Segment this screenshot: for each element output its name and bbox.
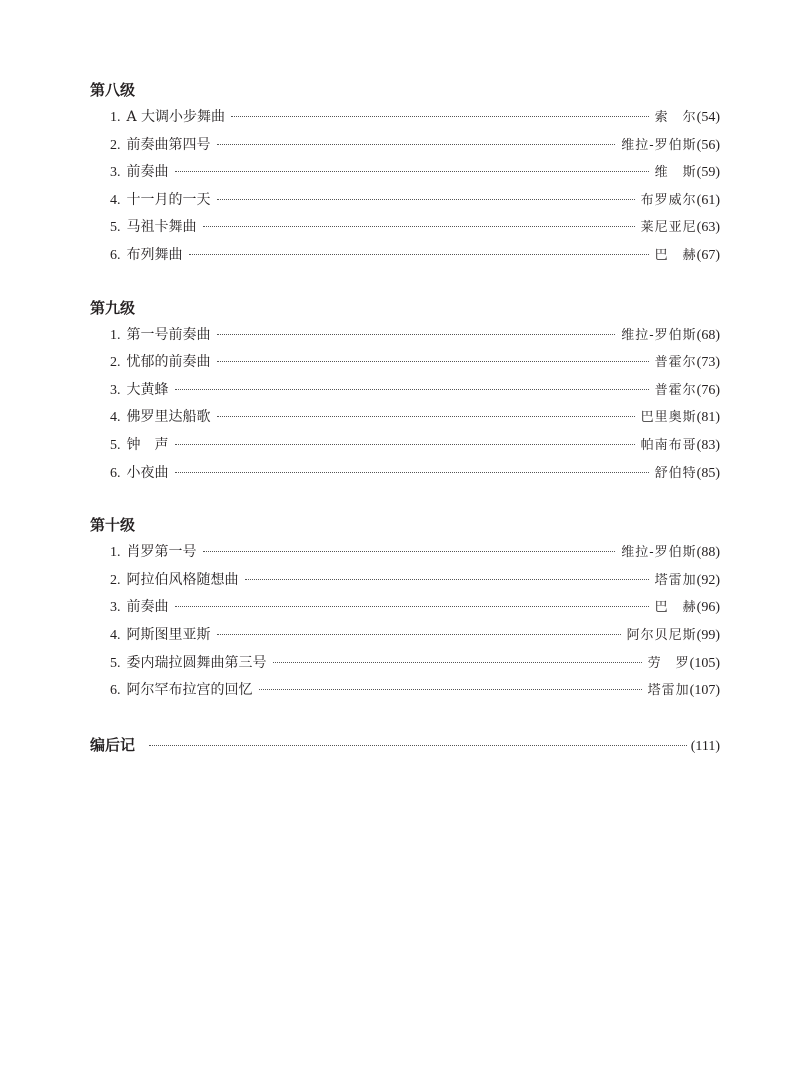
entry-title: 大黄蜂 [126,381,169,398]
dot-leader [175,169,649,172]
entry-number: 2. [110,137,121,153]
entry-page: (83) [696,437,720,453]
toc-entry-afterword[interactable] [90,731,720,759]
toc-entry[interactable] [90,104,720,132]
toc-entry[interactable] [90,159,720,187]
entry-number: 5. [110,655,121,671]
entry-page: (73) [696,355,720,371]
entry-title: 布列舞曲 [126,246,183,263]
entry-composer: 劳 罗 [647,655,690,671]
toc-entry[interactable] [90,214,720,242]
entry-title: 委内瑞拉圆舞曲第三号 [126,654,267,671]
entry-title: 马祖卡舞曲 [126,219,197,236]
entry-page: (56) [696,137,720,153]
dot-leader [175,604,649,607]
toc-entry[interactable] [90,242,720,270]
entry-number: 6. [110,465,121,481]
entry-title: 阿斯图里亚斯 [126,626,211,643]
dot-leader [175,470,649,473]
entry-composer: 维拉-罗伯斯 [621,327,697,343]
toc-entry[interactable] [90,460,720,488]
toc-entry[interactable] [90,187,720,215]
entry-title: 前奏曲第四号 [126,136,211,153]
entry-composer: 帕南布哥 [640,437,697,453]
dot-leader [149,743,687,746]
dot-leader [203,549,616,552]
dot-leader [203,224,635,227]
entry-number: 5. [110,220,121,236]
entry-number: 4. [110,410,121,426]
entry-composer: 巴 赫 [654,247,697,263]
toc-entry[interactable] [90,377,720,405]
dot-leader [231,114,649,117]
entry-number: 6. [110,683,121,699]
afterword-page: (111) [690,738,720,754]
entry-title: 钟 声 [126,436,169,453]
entry-composer: 塔雷加 [654,572,697,588]
entry-page: (107) [689,683,720,699]
toc-entry[interactable] [90,322,720,350]
entry-page: (67) [696,247,720,263]
dot-leader [189,252,649,255]
section-grade-9 [90,294,720,488]
toc-entry[interactable] [90,539,720,567]
entry-page: (59) [696,165,720,181]
entry-page: (85) [696,465,720,481]
entry-page: (92) [696,572,720,588]
entry-title: 第一号前奏曲 [126,326,211,343]
entry-title: 阿尔罕布拉宫的回忆 [126,682,253,699]
entry-composer: 维拉-罗伯斯 [621,545,697,561]
dot-leader [175,387,649,390]
dot-leader [245,577,649,580]
toc-entry[interactable] [90,432,720,460]
section-title: 第九级 [90,298,136,317]
entry-composer: 维拉-罗伯斯 [621,137,697,153]
entry-number: 1. [110,327,121,343]
entry-title: 十一月的一天 [126,191,211,208]
entry-title: 佛罗里达船歌 [126,409,211,426]
entry-page: (63) [696,220,720,236]
entry-page: (68) [696,327,720,343]
entry-number: 1. [110,110,121,125]
entry-composer: 莱尼亚尼 [640,220,697,236]
entry-number: 2. [110,572,121,588]
entry-composer: 阿尔贝尼斯 [626,627,697,643]
section-grade-8 [90,76,720,270]
entry-number: 1. [110,545,121,561]
entry-title: 忧郁的前奏曲 [126,354,211,371]
toc-entry[interactable] [90,622,720,650]
dot-leader [175,442,635,445]
toc-entry[interactable] [90,132,720,160]
toc-entry[interactable] [90,650,720,678]
toc-entry[interactable] [90,567,720,595]
entry-number: 3. [110,382,121,398]
entry-composer: 巴里奥斯 [640,410,697,426]
dot-leader [273,660,642,663]
dot-leader [217,332,616,335]
entry-page: (81) [696,410,720,426]
section-title: 第八级 [90,81,136,99]
toc-entry[interactable] [90,677,720,705]
dot-leader [217,197,635,200]
entry-composer: 索 尔 [654,110,697,125]
entry-title: 前奏曲 [126,164,169,181]
entry-page: (105) [689,655,720,671]
entry-title: 肖罗第一号 [126,544,197,561]
entry-page: (99) [696,627,720,643]
entry-title: 阿拉伯风格随想曲 [126,571,239,588]
entry-page: (61) [696,192,720,208]
dot-leader [217,632,621,635]
entry-page: (96) [696,600,720,616]
entry-title: 前奏曲 [126,599,169,616]
dot-leader [217,359,649,362]
dot-leader [217,142,616,145]
entry-number: 4. [110,192,121,208]
entry-number: 3. [110,165,121,181]
entry-number: 3. [110,600,121,616]
entry-number: 4. [110,627,121,643]
entry-composer: 布罗威尔 [640,192,697,208]
dot-leader [259,687,642,690]
section-title: 第十级 [90,516,136,535]
toc-entry[interactable] [90,349,720,377]
afterword-label: 编后记 [90,735,136,754]
section-grade-10 [90,511,720,705]
toc-entry[interactable] [90,404,720,432]
entry-page: (88) [696,545,720,561]
entry-number: 2. [110,355,121,371]
entry-composer: 塔雷加 [647,683,690,699]
dot-leader [217,414,635,417]
entry-composer: 普霍尔 [654,355,697,371]
entry-composer: 巴 赫 [654,600,697,616]
entry-composer: 普霍尔 [654,382,697,398]
entry-title: A 大调小步舞曲 [126,109,226,125]
entry-composer: 舒伯特 [654,465,697,481]
toc-entry[interactable] [90,594,720,622]
entry-page: (76) [696,382,720,398]
entry-page: (54) [696,110,720,125]
entry-number: 6. [110,247,121,263]
entry-composer: 维 斯 [654,165,697,181]
table-of-contents [90,76,720,759]
entry-title: 小夜曲 [126,464,169,481]
entry-number: 5. [110,437,121,453]
